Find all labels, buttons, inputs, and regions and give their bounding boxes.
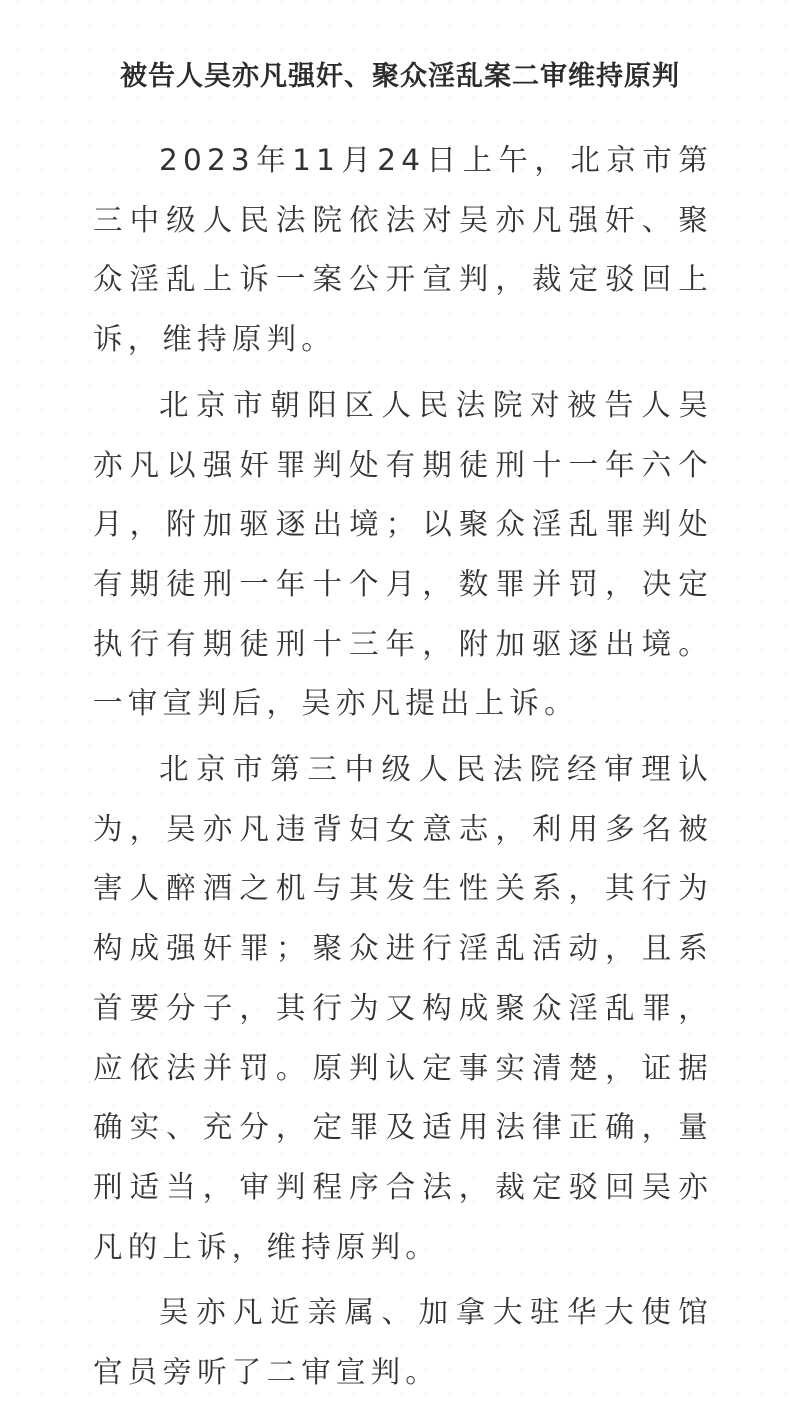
article-title: 被告人吴亦凡强奸、聚众淫乱案二审维持原判 xyxy=(120,61,680,93)
article-body xyxy=(93,131,713,1409)
paragraph-court-reasoning: 北京市第三中级人民法院经审理认为，吴亦凡违背妇女意志，利用多名被害人醉酒之机与其发生性关系，其行为构成强奸罪；聚众进行淫乱活动，且系首要分子，其行为又构成聚众淫乱罪，应依法并罚。原判认定事实清楚，证据确实、充分，定罪及适用法律正确，量刑适当，审判程序合法，裁定驳回吴亦凡的上诉，维持原判。 xyxy=(93,752,713,1264)
paragraph-first-instance: 北京市朝阳区人民法院对被告人吴亦凡以强奸罪判处有期徒刑十一年六个月，附加驱逐出境；以聚众淫乱罪判处有期徒刑一年十个月，数罪并罚，决定执行有期徒刑十三年，附加驱逐出境。一审宣判后，吴亦凡提出上诉。 xyxy=(93,387,713,721)
paragraph-attendance: 吴亦凡近亲属、加拿大驻华大使馆官员旁听了二审宣判。 xyxy=(93,1295,713,1390)
paragraph-verdict-announcement: 2023年11月24日上午，北京市第三中级人民法院依法对吴亦凡强奸、聚众淫乱上诉一案公开宣判，裁定驳回上诉，维持原判。 xyxy=(93,143,713,357)
